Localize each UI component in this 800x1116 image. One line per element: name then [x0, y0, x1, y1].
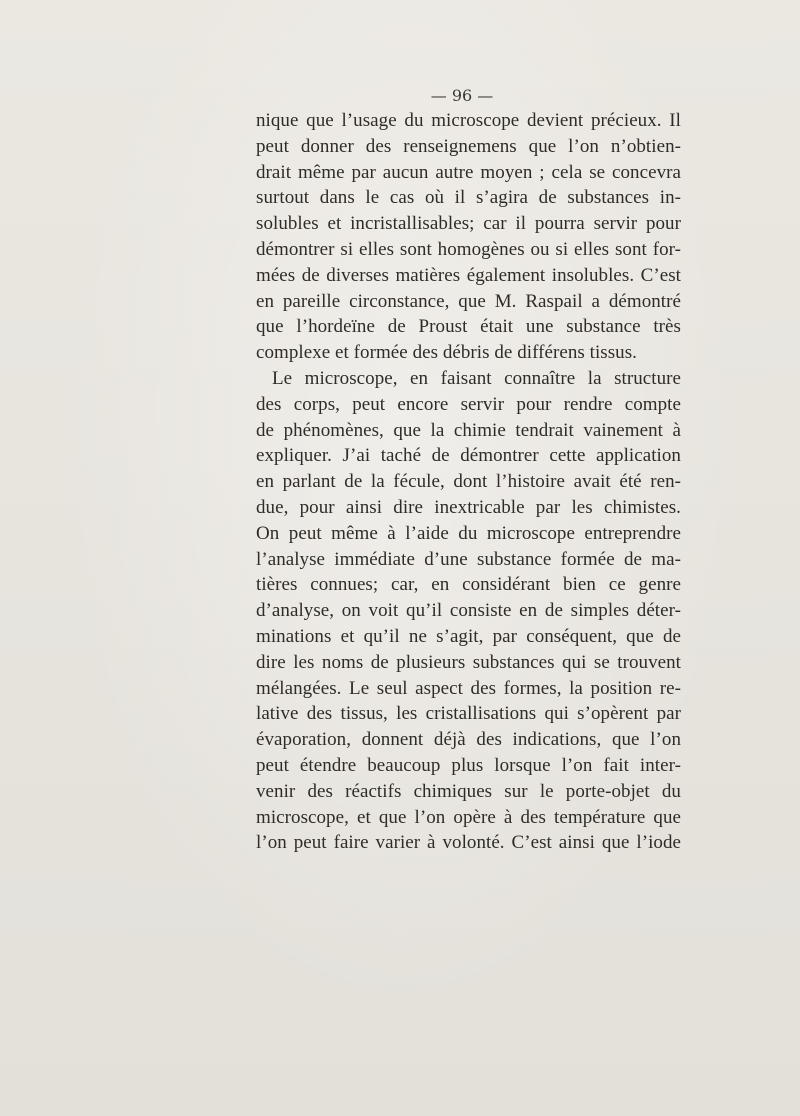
- text-line: due, pour ainsi dire inextricable par les chimistes.: [256, 496, 681, 518]
- text-line: drait même par aucun autre moyen ; cela se concevra: [256, 161, 681, 183]
- text-line: en parlant de la fécule, dont l’histoire avait été ren-: [256, 471, 681, 493]
- text-line: microscope, et que l’on opère à des température que: [256, 806, 681, 828]
- text-line: peut donner des renseignemens que l’on n’obtien-: [256, 135, 681, 157]
- body-text: [256, 108, 681, 856]
- text-line: complexe et formée des débris de différens tissus.: [256, 342, 637, 364]
- text-line: surtout dans le cas où il s’agira de substances in-: [256, 187, 681, 209]
- text-line: nique que l’usage du microscope devient précieux. Il: [256, 110, 681, 131]
- text-line: de phénomènes, que la chimie tendrait vainement à: [256, 419, 681, 441]
- page-number: — 96 —: [430, 86, 494, 105]
- text-line: peut étendre beaucoup plus lorsque l’on fait inter-: [256, 754, 681, 776]
- text-line: expliquer. J’ai taché de démontrer cette application: [256, 445, 681, 467]
- text-line: lative des tissus, les cristallisations qui s’opèrent par: [256, 703, 681, 725]
- text-line: mélangées. Le seul aspect des formes, la position re-: [256, 677, 681, 699]
- text-line: mées de diverses matières également insolubles. C’est: [256, 264, 681, 286]
- text-line: que l’hordeïne de Proust était une substance très: [256, 316, 681, 338]
- text-line: démontrer si elles sont homogènes ou si elles sont for-: [256, 238, 681, 260]
- text-line: dire les noms de plusieurs substances qui se trouvent: [256, 651, 681, 673]
- text-line: d’analyse, on voit qu’il consiste en de simples déter-: [256, 600, 681, 622]
- text-line: minations et qu’il ne s’agit, par conséquent, que de: [256, 625, 681, 647]
- text-line: évaporation, donnent déjà des indications, que l’on: [256, 729, 681, 751]
- text-line: venir des réactifs chimiques sur le porte-objet du: [256, 780, 681, 802]
- text-line: On peut même à l’aide du microscope entreprendre: [256, 522, 681, 544]
- text-line: l’analyse immédiate d’une substance formée de ma-: [256, 548, 681, 570]
- text-line: en pareille circonstance, que M. Raspail a démontré: [256, 290, 681, 312]
- text-line: l’on peut faire varier à volonté. C’est ainsi que l’iode: [256, 832, 681, 854]
- text-line: tières connues; car, en considérant bien ce genre: [256, 574, 681, 596]
- text-line: solubles et incristallisables; car il pourra servir pour: [256, 213, 681, 235]
- paragraph-start-line: Le microscope, en faisant connaître la structure: [272, 367, 681, 389]
- text-line: des corps, peut encore servir pour rendre compte: [256, 393, 681, 415]
